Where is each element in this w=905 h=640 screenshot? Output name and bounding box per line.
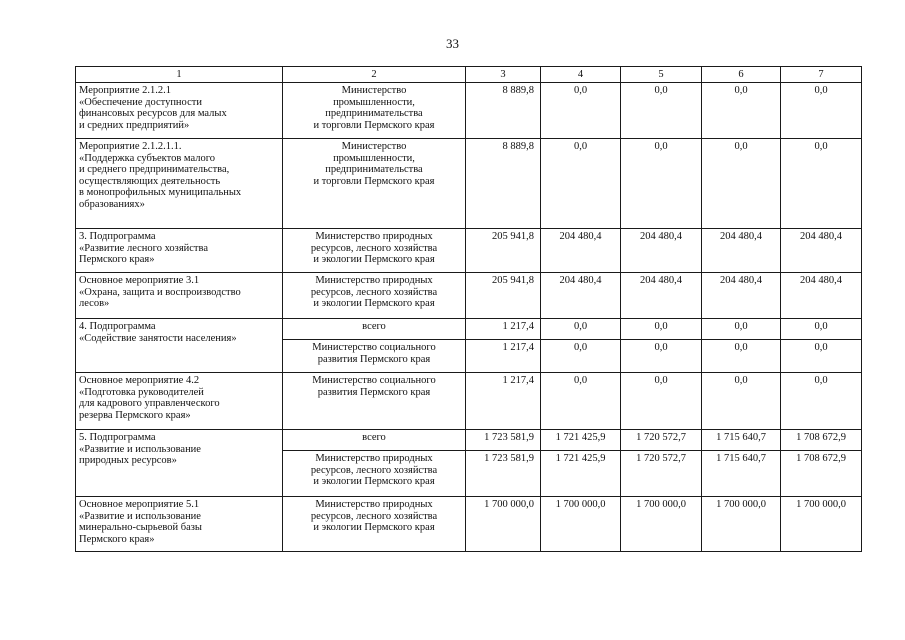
- executor-cell: Министерство природных ресурсов, лесного хозяйства и экологии Пермского края: [283, 451, 466, 497]
- column-header: 7: [781, 67, 862, 83]
- amount-cell: 204 480,4: [702, 229, 781, 273]
- amount-cell: 1 217,4: [466, 340, 541, 373]
- executor-cell: Министерство природных ресурсов, лесного хозяйства и экологии Пермского края: [283, 229, 466, 273]
- page-number: 33: [446, 36, 459, 51]
- amount-cell: 1 217,4: [466, 319, 541, 340]
- amount-cell: 1 700 000,0: [702, 497, 781, 552]
- amount-cell: 0,0: [541, 83, 621, 139]
- amount-cell: 8 889,8: [466, 139, 541, 229]
- program-name-cell: 4. Подпрограмма «Содействие занятости населения»: [76, 319, 283, 373]
- amount-cell: 1 721 425,9: [541, 451, 621, 497]
- table-row: [76, 139, 862, 229]
- amount-cell: 204 480,4: [702, 273, 781, 319]
- amount-cell: 0,0: [781, 319, 862, 340]
- amount-cell: 0,0: [541, 319, 621, 340]
- executor-cell: всего: [283, 319, 466, 340]
- amount-cell: 0,0: [621, 83, 702, 139]
- amount-cell: 1 720 572,7: [621, 451, 702, 497]
- amount-cell: 0,0: [621, 373, 702, 430]
- amount-cell: 0,0: [541, 373, 621, 430]
- amount-cell: 0,0: [541, 340, 621, 373]
- column-header: 4: [541, 67, 621, 83]
- column-header: 5: [621, 67, 702, 83]
- executor-cell: Министерство природных ресурсов, лесного хозяйства и экологии Пермского края: [283, 497, 466, 552]
- program-name-cell: Основное мероприятие 4.2 «Подготовка руководителей для кадрового управленческого резерва Пермского края»: [76, 373, 283, 430]
- program-name-cell: 5. Подпрограмма «Развитие и использование природных ресурсов»: [76, 430, 283, 497]
- executor-cell: Министерство промышленности, предпринимательства и торговли Пермского края: [283, 83, 466, 139]
- column-header: 3: [466, 67, 541, 83]
- program-name-cell: Основное мероприятие 5.1 «Развитие и использование минерально-сырьевой базы Пермского края»: [76, 497, 283, 552]
- budget-table: [75, 66, 862, 552]
- table-row: [76, 273, 862, 319]
- amount-cell: 0,0: [781, 340, 862, 373]
- amount-cell: 8 889,8: [466, 83, 541, 139]
- amount-cell: 205 941,8: [466, 229, 541, 273]
- amount-cell: 0,0: [702, 373, 781, 430]
- executor-cell: Министерство природных ресурсов, лесного хозяйства и экологии Пермского края: [283, 273, 466, 319]
- amount-cell: 1 720 572,7: [621, 430, 702, 451]
- program-name-cell: Основное мероприятие 3.1 «Охрана, защита и воспроизводство лесов»: [76, 273, 283, 319]
- table-row: [76, 319, 862, 340]
- amount-cell: 0,0: [781, 83, 862, 139]
- amount-cell: 1 715 640,7: [702, 430, 781, 451]
- amount-cell: 1 715 640,7: [702, 451, 781, 497]
- amount-cell: 1 700 000,0: [621, 497, 702, 552]
- amount-cell: 1 723 581,9: [466, 451, 541, 497]
- table-row: [76, 83, 862, 139]
- program-name-cell: Мероприятие 2.1.2.1.1. «Поддержка субъектов малого и среднего предпринимательства, осуществляющих деятельность в монопрофильных муниципальных образованиях»: [76, 139, 283, 229]
- amount-cell: 204 480,4: [541, 229, 621, 273]
- executor-cell: Министерство социального развития Пермского края: [283, 373, 466, 430]
- amount-cell: 0,0: [781, 373, 862, 430]
- amount-cell: 1 217,4: [466, 373, 541, 430]
- amount-cell: 0,0: [621, 139, 702, 229]
- amount-cell: 1 721 425,9: [541, 430, 621, 451]
- amount-cell: 204 480,4: [781, 229, 862, 273]
- amount-cell: 0,0: [702, 340, 781, 373]
- program-name-cell: Мероприятие 2.1.2.1 «Обеспечение доступности финансовых ресурсов для малых и средних предприятий»: [76, 83, 283, 139]
- table-row: [76, 373, 862, 430]
- amount-cell: 0,0: [621, 319, 702, 340]
- amount-cell: 204 480,4: [621, 229, 702, 273]
- table-row: [76, 430, 862, 451]
- amount-cell: 1 700 000,0: [781, 497, 862, 552]
- amount-cell: 1 723 581,9: [466, 430, 541, 451]
- amount-cell: 0,0: [702, 319, 781, 340]
- amount-cell: 0,0: [702, 139, 781, 229]
- column-header: 2: [283, 67, 466, 83]
- amount-cell: 1 708 672,9: [781, 430, 862, 451]
- executor-cell: всего: [283, 430, 466, 451]
- program-name-cell: 3. Подпрограмма «Развитие лесного хозяйства Пермского края»: [76, 229, 283, 273]
- executor-cell: Министерство социального развития Пермского края: [283, 340, 466, 373]
- amount-cell: 0,0: [781, 139, 862, 229]
- amount-cell: 204 480,4: [781, 273, 862, 319]
- amount-cell: 0,0: [702, 83, 781, 139]
- amount-cell: 1 708 672,9: [781, 451, 862, 497]
- table-row: [76, 229, 862, 273]
- table-row: [76, 497, 862, 552]
- column-header: 6: [702, 67, 781, 83]
- amount-cell: 1 700 000,0: [466, 497, 541, 552]
- amount-cell: 0,0: [621, 340, 702, 373]
- column-header: 1: [76, 67, 283, 83]
- amount-cell: 205 941,8: [466, 273, 541, 319]
- amount-cell: 204 480,4: [541, 273, 621, 319]
- executor-cell: Министерство промышленности, предпринимательства и торговли Пермского края: [283, 139, 466, 229]
- amount-cell: 204 480,4: [621, 273, 702, 319]
- amount-cell: 0,0: [541, 139, 621, 229]
- amount-cell: 1 700 000,0: [541, 497, 621, 552]
- header-row: [76, 67, 862, 83]
